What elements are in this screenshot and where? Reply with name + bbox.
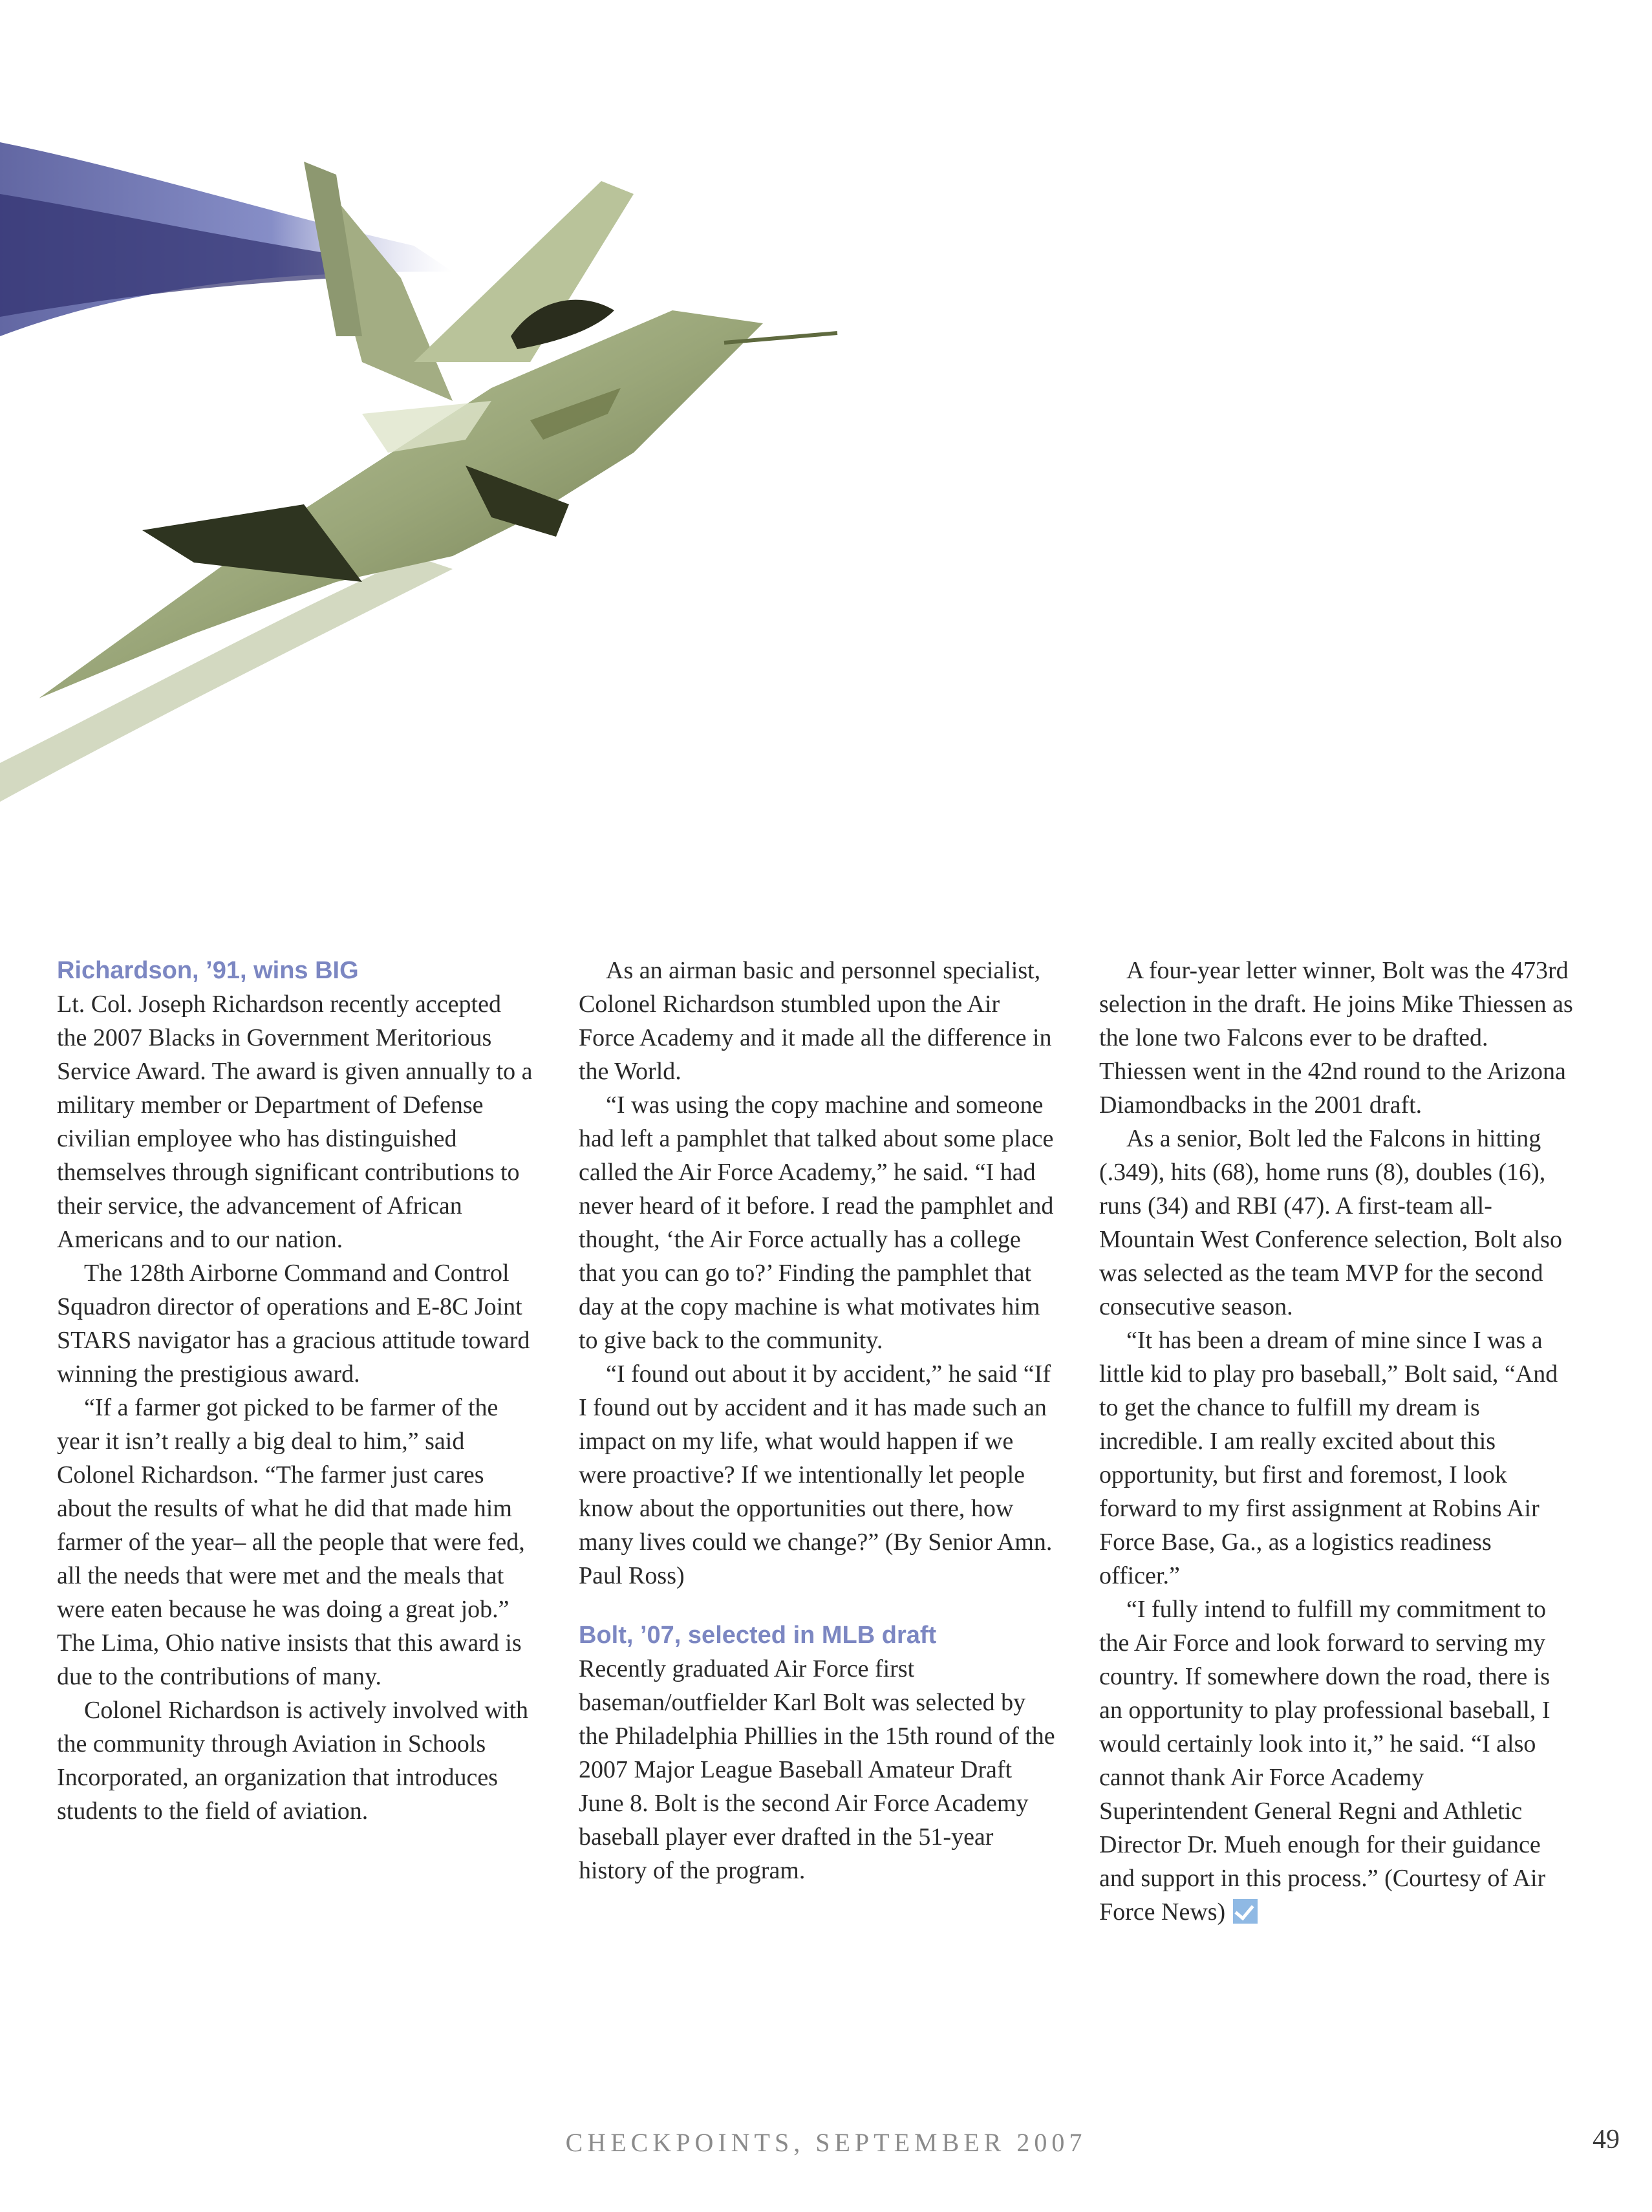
article-paragraph: A four-year letter winner, Bolt was the 473rd selection in the draft. He joins Mike Thiessen as the lone two Falcons ever to be drafted. Thiessen went in the 42nd round to the Arizona Diamondbacks in the 2001 draft. bbox=[1099, 957, 1573, 1119]
article-paragraph: Recently graduated Air Force first baseman/outfielder Karl Bolt was selected by the Philadelphia Phillies in the 15th round of the 2007 Major League Baseball Amateur Draft June 8. Bolt is the second Air Force Academy baseball player ever drafted in the 51-year history of the program. bbox=[579, 1655, 1055, 1884]
fighter-jet-illustration bbox=[0, 0, 841, 808]
column-3 bbox=[1099, 954, 1578, 1929]
article-paragraph: The 128th Airborne Command and Control Squadron director of operations and E-8C Joint STARS navigator has a gracious attitude toward winning the prestigious award. bbox=[57, 1260, 530, 1388]
page-number: 49 bbox=[1593, 2125, 1620, 2154]
article-paragraph: “If a farmer got picked to be farmer of the year it isn’t really a big deal to him,” said Colonel Richardson. “The farmer just cares about the results of what he did that made him farmer of the year– all the people that were fed, all the needs that were met and the meals that were eaten because he was doing a great job.” The Lima, Ohio native insists that this award is due to the contributions of many. bbox=[57, 1394, 525, 1690]
article-headline-bolt: Bolt, ’07, selected in MLB draft bbox=[579, 1622, 937, 1649]
article-paragraph bbox=[1099, 1593, 1578, 1929]
article-paragraph-text: “I fully intend to fulfill my commitment to the Air Force and look forward to serving my country. If somewhere down the road, there is an opportunity to play professional baseball, I would certainly look into it,” he said. “I also cannot thank Air Force Academy Superintendent General Regni and Athletic Director Dr. Mueh enough for their guidance and support in this process.” (Courtesy of Air Force News) bbox=[1099, 1596, 1550, 1926]
article-paragraph: “I was using the copy machine and someone had left a pamphlet that talked about some place called the Air Force Academy,” he said. “I had never heard of it before. I read the pamphlet and thought, ‘the Air Force actually has a college that you can go to?’ Finding the pamphlet that day at the copy machine is what motivates him to give back to the community. bbox=[579, 1091, 1054, 1354]
column-1 bbox=[57, 954, 535, 1828]
article-paragraph: “I found out about it by accident,” he said “If I found out by accident and it has made such an impact on my life, what would happen if we were proactive? If we intentionally let people know about the opportunities out there, how many lives could we change?” (By Senior Amn. Paul Ross) bbox=[579, 1360, 1053, 1589]
column-2 bbox=[579, 954, 1057, 1887]
article-paragraph: Lt. Col. Joseph Richardson recently accepted the 2007 Blacks in Government Meritorious Service Award. The award is given annually to a military member or Department of Defense civilian employee who has distinguished themselves through significant contributions to their service, the advancement of African Americans and to our nation. bbox=[57, 991, 533, 1253]
article-paragraph: As a senior, Bolt led the Falcons in hitting (.349), hits (68), home runs (8), doubles (16), runs (34) and RBI (47). A first-team all-Mountain West Conference selection, Bolt also was selected as the team MVP for the second consecutive season. bbox=[1099, 1125, 1562, 1320]
article-paragraph: Colonel Richardson is actively involved with the community through Aviation in Schools Incorporated, an organization that introduces students to the field of aviation. bbox=[57, 1697, 529, 1825]
article-paragraph: “It has been a dream of mine since I was a little kid to play pro baseball,” Bolt said, “And to get the chance to fulfill my dream is incredible. I am really excited about this opportunity, but first and foremost, I look forward to my first assignment at Robins Air Force Base, Ga., as a logistics readiness officer.” bbox=[1099, 1327, 1558, 1589]
article-paragraph: As an airman basic and personnel specialist, Colonel Richardson stumbled upon the Air Force Academy and it made all the difference in the World. bbox=[579, 957, 1052, 1085]
publication-footer: CHECKPOINTS, SEPTEMBER 2007 bbox=[565, 2128, 1087, 2157]
article-headline-richardson: Richardson, ’91, wins BIG bbox=[57, 957, 359, 984]
checkmark-icon bbox=[1233, 1899, 1258, 1924]
